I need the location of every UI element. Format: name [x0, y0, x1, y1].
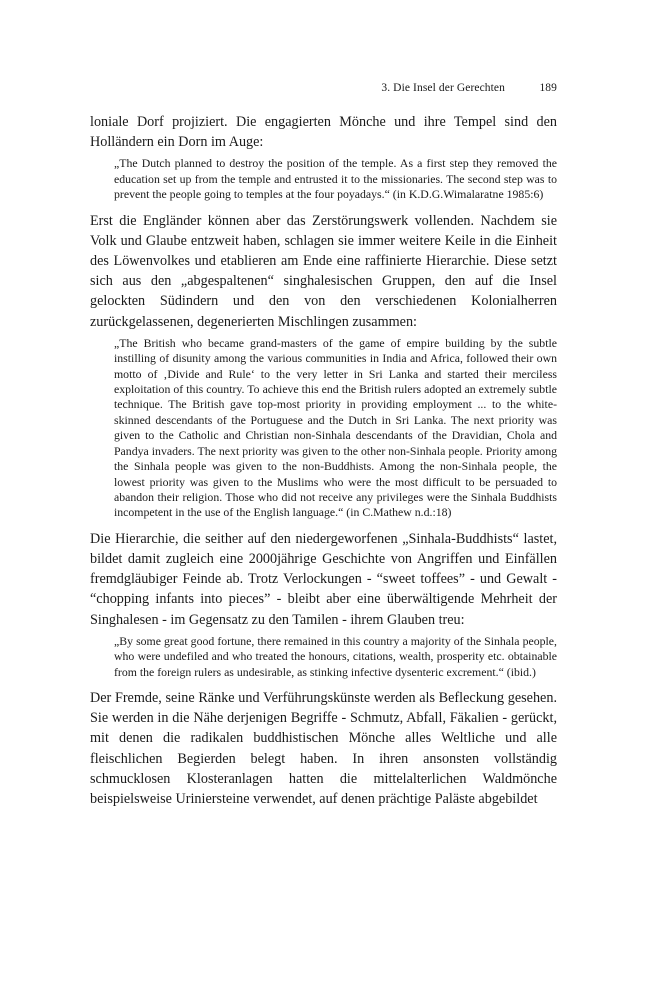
paragraph-4: Der Fremde, seine Ränke und Verführungskünste werden als Befleckung gesehen. Sie werden in die Nähe derjenigen Begriffe - Schmutz, Abfall, Fäkalien - gerückt, mit denen die radikalen buddhistischen Mönche alles Weltliche und alle fleischlichen Begierden belegt haben. In ihren ansonsten vollständig schmucklosen Klosteranlagen hatten die mittelalterlichen Waldmönche beispielsweise Uriniersteine verwendet, auf denen prächtige Paläste abgebildet	[90, 689, 557, 807]
quote-british: „The British who became grand-masters of the game of empire building by the subtle instilling of disunity among the various communities in India and Africa, followed their own motto of ‚Divide and Rule‘ to the very letter in Sri Lanka and started their merciless exploitation of this country. To achieve this end the British rulers adopted an extremely subtle technique. The British gave top-most priority in providing employment ... to the white-skinned descendants of the Portuguese and the Dutch in Sri Lanka. The next priority was given to the Catholic and Christian non-Sinhala descendants of the Dravidian, Chola and Pandya invaders. The next priority was given to the other non-Sinhala people. Priority among the Sinhala people was given to the non-Buddhists. Among the non-Sinhala people, the lowest priority was given to the Muslims who were the most difficult to be persuaded to abandon their religion. Those who did not receive any privileges were the Sinhala Buddhists incompetent in the use of the English language.“ (in C.Mathew n.d.:18)	[114, 335, 557, 520]
book-page	[90, 80, 557, 809]
paragraph-3: Die Hierarchie, die seither auf den niedergeworfenen „Sinhala-Buddhists“ lastet, bildet damit zugleich eine 2000jährige Geschichte von Angriffen und Einfällen fremdgläubiger Feinde ab. Trotz Verlockungen - “sweet toffees” - und Gewalt - “chopping infants into pieces” - bleibt aber eine überwältigende Mehrheit der Singhalesen - im Gegensatz zu den Tamilen - ihrem Glauben treu:	[90, 530, 557, 628]
quote-dutch: „The Dutch planned to destroy the position of the temple. As a first step they removed the education set up from the temple and entrusted it to the missionaries. The second step was to prevent the people going to temples at the four poyadays.“ (in K.D.G.Wimalaratne 1985:6)	[114, 156, 557, 202]
paragraph-2: Erst die Engländer können aber das Zerstörungswerk vollenden. Nachdem sie Volk und Glaube entzweit haben, schlagen sie immer weitere Keile in die Einheit des Löwenvolkes und etablieren am Ende eine raffinierte Hierarchie. Diese setzt sich aus den „abgespaltenen“ singhalesischen Gruppen, den auf die Insel gelockten Südindern und den von den verschiedenen Kolonialherren zurückgelassenen, degenerierten Mischlingen zusammen:	[90, 212, 557, 330]
chapter-title: 3. Die Insel der Gerechten	[381, 82, 505, 94]
page-number: 189	[539, 82, 557, 94]
quote-sinhala: „By some great good fortune, there remained in this country a majority of the Sinhala people, who were undefiled and who treated the honours, citations, wealth, prosperity etc. obtainable from the foreign rulers as undesirable, as stinking infective dysenteric excrement.“ (ibid.)	[114, 633, 557, 679]
running-header	[90, 80, 557, 102]
paragraph-1: loniale Dorf projiziert. Die engagierten Mönche und ihre Tempel sind den Holländern ein Dorn im Auge:	[90, 114, 557, 151]
